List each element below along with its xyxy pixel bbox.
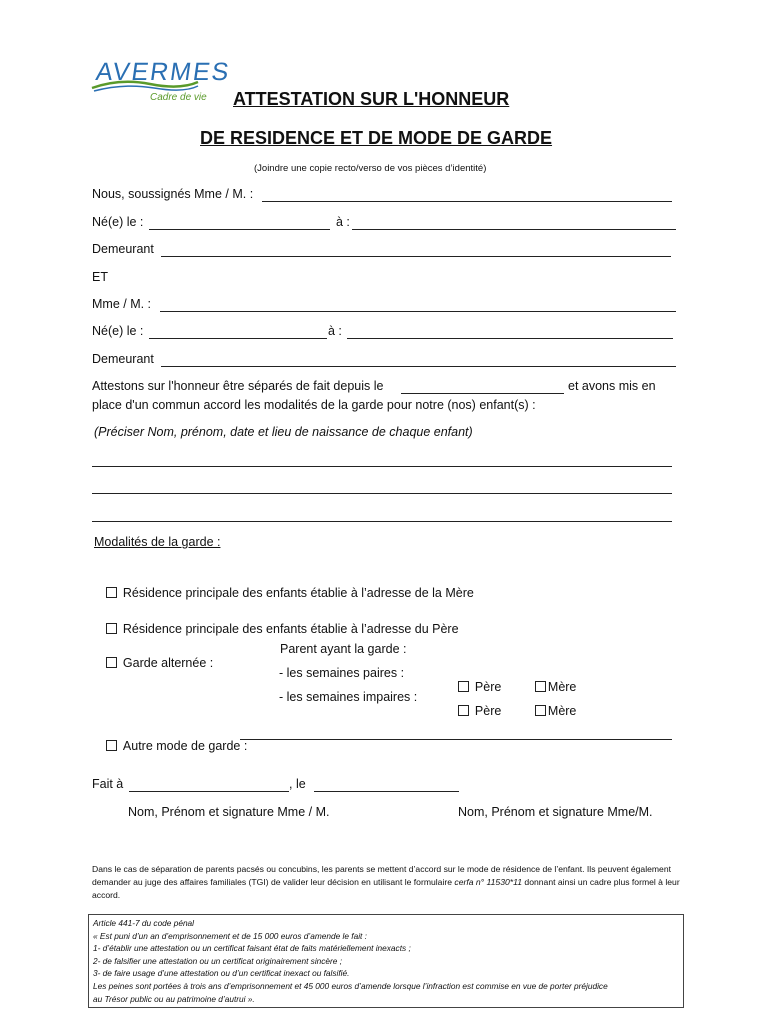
birth-place-field-2[interactable] (347, 338, 673, 339)
autre-mode-field[interactable] (240, 739, 672, 740)
soussignes-field[interactable] (262, 201, 672, 202)
checkbox-icon[interactable] (106, 587, 117, 598)
separation-date-field[interactable] (401, 393, 564, 394)
logo-tagline: Cadre de vie (150, 92, 207, 103)
legal-line: 3- de faire usage d’une attestation ou d’un certificat inexact ou falsifié. (93, 968, 350, 979)
page-subtitle: DE RESIDENCE ET DE MODE DE GARDE (200, 128, 553, 148)
checkbox-icon[interactable] (106, 657, 117, 668)
checkbox-icon[interactable] (106, 623, 117, 634)
fait-a-label: Fait à (92, 777, 124, 791)
birth-date-label-1: Né(e) le : (92, 215, 144, 229)
legal-line: « Est puni d’un an d’emprisonnement et de 15 000 euros d’amende le fait : (93, 930, 367, 941)
impaires-pere-label: Père (474, 704, 502, 718)
logo-text: AVERMES (94, 58, 233, 86)
impaires-mere-label: Mère (547, 704, 577, 718)
option-autre-mode[interactable] (92, 725, 247, 767)
attestons-text: Attestons sur l'honneur être séparés de fait depuis le (92, 379, 384, 393)
legal-notice-box (88, 914, 684, 1008)
attestons-end-text: et avons mis en (568, 379, 656, 393)
birth-place-label-1: à : (336, 215, 350, 229)
birth-date-label-2: Né(e) le : (92, 324, 144, 338)
children-hint: (Préciser Nom, prénom, date et lieu de naissance de chaque enfant) (94, 425, 473, 439)
children-line-1[interactable] (92, 466, 672, 467)
semaines-impaires-label: - les semaines impaires : (279, 690, 418, 704)
birth-date-field-1[interactable] (149, 229, 330, 230)
signature-right-label: Nom, Prénom et signature Mme/M. (458, 805, 653, 819)
address-field-2[interactable] (161, 366, 676, 367)
birth-place-label-2: à : (328, 324, 342, 338)
legal-line: Les peines sont portées à trois ans d’emprisonnement et 45 000 euros d’amende lorsque l’infraction est commise en vue de porter préjudice (93, 980, 608, 991)
date-label: , le (289, 777, 306, 791)
avermes-logo (88, 56, 233, 106)
signature-left-label: Nom, Prénom et signature Mme / M. (128, 805, 330, 819)
mme-m-field[interactable] (160, 311, 676, 312)
fait-a-field[interactable] (129, 791, 289, 792)
semaines-paires-label: - les semaines paires : (279, 666, 405, 680)
address-label-1: Demeurant (92, 242, 154, 256)
option-garde-alternee-label: Garde alternée : (122, 656, 214, 670)
mme-m-label: Mme / M. : (92, 297, 152, 311)
paires-mere-label: Mère (547, 680, 577, 694)
parent-garde-label: Parent ayant la garde : (280, 642, 407, 656)
children-line-2[interactable] (92, 493, 672, 494)
birth-place-field-1[interactable] (352, 229, 676, 230)
checkbox-icon[interactable] (106, 740, 117, 751)
address-label-2: Demeurant (92, 352, 154, 366)
impaires-mere-option[interactable] (521, 690, 576, 732)
footnote-cerfa: cerfa n° 11530*11 (454, 877, 523, 887)
option-residence-pere-label: Résidence principale des enfants établie à l’adresse du Père (122, 622, 459, 636)
id-copy-note: (Joindre une copie recto/verso de vos pièces d’identité) (254, 163, 487, 174)
paires-pere-label: Père (474, 680, 502, 694)
attestons-text-line2: place d'un commun accord les modalités de la garde pour notre (nos) enfant(s) : (92, 398, 536, 412)
legal-line: 2- de falsifier une attestation ou un certificat originairement sincère ; (93, 955, 343, 966)
soussignes-label: Nous, soussignés Mme / M. : (92, 187, 254, 201)
legal-line: au Trésor public ou au patrimoine d’autrui ». (93, 993, 255, 1004)
footnote-text-2: donnant ainsi un cadre plus formel à leur accord. (92, 877, 680, 900)
checkbox-icon[interactable] (458, 705, 469, 716)
page-title: ATTESTATION SUR L'HONNEUR (233, 89, 510, 109)
footnote-text-1: Dans le cas de séparation de parents pacsés ou concubins, les parents se mettent d’accord sur le mode de résidence de l’enfant. Ils peuvent également demander au juge des affaires familiales (TGI) de valider leur décision en utilisant le formulaire (92, 864, 671, 887)
legal-line: 1- d’établir une attestation ou un certificat faisant état de faits matériellement inexacts ; (93, 943, 411, 954)
legal-line: Article 441-7 du code pénal (93, 918, 195, 928)
impaires-pere-option[interactable] (444, 690, 501, 732)
et-label: ET (92, 270, 108, 284)
footnote (92, 863, 682, 902)
option-residence-mere-label: Résidence principale des enfants établie à l’adresse de la Mère (122, 586, 474, 600)
birth-date-field-2[interactable] (149, 338, 327, 339)
children-line-3[interactable] (92, 521, 672, 522)
checkbox-icon[interactable] (535, 705, 546, 716)
option-autre-mode-label: Autre mode de garde : (122, 739, 248, 753)
address-field-1[interactable] (161, 256, 671, 257)
date-field[interactable] (314, 791, 459, 792)
section-title-modalites: Modalités de la garde : (94, 535, 221, 549)
option-garde-alternee[interactable] (92, 642, 213, 684)
